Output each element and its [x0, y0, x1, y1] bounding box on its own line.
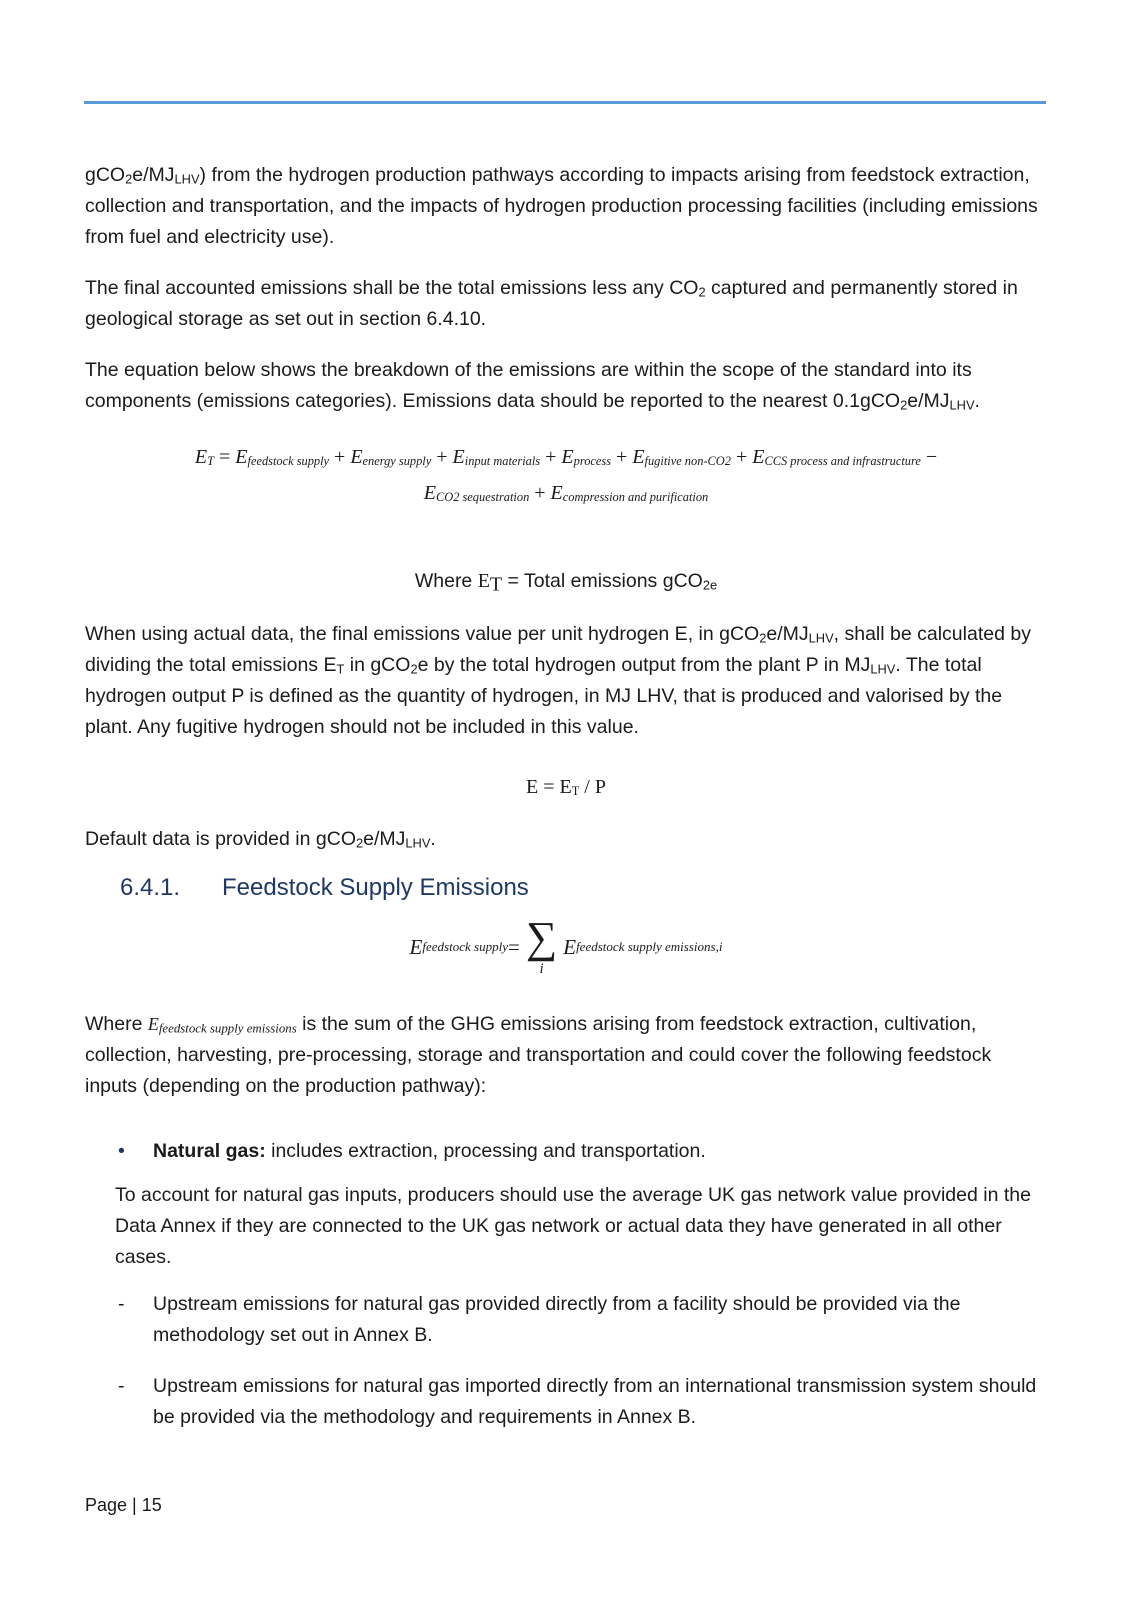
dash-item-text: Upstream emissions for natural gas provided directly from a facility should be provided via the methodology set out in Annex B. [153, 1293, 961, 1346]
paragraph-equation-breakdown: The equation below shows the breakdown of the emissions are within the scope of the standard into its components (emissions categories). Emissions data should be reported to the nearest $0.1gCO_2e/MJ_{LHV}$. [85, 359, 980, 413]
paragraph-where-feedstock-supply: Where $E_{feedstock supply emissions}$ is the sum of the GHG emissions arising from feedstock extraction, cultivation, collection, harvesting, pre-processing, storage and transportation and could cover the following feedstock inputs (depending on the production pathway): [85, 1013, 992, 1097]
where-total-emissions-line: Where $E_T$ = Total emissions gCO$_{2e}$ [414, 570, 718, 596]
bullet-item-text: Natural gas: includes extraction, processing and transportation. [153, 1140, 706, 1162]
equation-total-emissions [85, 439, 1047, 511]
section-number: 6.4.1. [120, 874, 181, 901]
dash-item-text: Upstream emissions for natural gas imported directly from an international transmission system should be provided via the methodology and requirements in Annex B. [153, 1375, 1037, 1428]
paragraph-intro-pathways: $gCO_2e/MJ_{LHV}$) from the hydrogen production pathways according to impacts arising from feedstock extraction, collection and transportation, and the impacts of hydrogen production processing facilities (including emissions from fuel and electricity use). [85, 164, 1038, 248]
paragraph-default-data: Default data is provided in $gCO_2e/MJ_{LHV}$. [85, 828, 436, 851]
section-title: Feedstock Supply Emissions [222, 874, 529, 901]
paragraph-account-natural-gas: To account for natural gas inputs, producers should use the average UK gas network value provided in the Data Annex if they are connected to the UK gas network or actual data they have generated in all other cases. [115, 1184, 1031, 1268]
equation-feedstock-supply-sum: E feedstock supply = ∑ i E feedstock supply emissions,i [409, 913, 723, 977]
page-content [85, 160, 1047, 1433]
equation-total-emissions-line1: $E_T = E_{feedstock supply} + E_{energy supply} + E_{input materials} + E_{process} + E_{fugitive non-CO2} + E_{CCS process and infrastructure}$ − [194, 446, 938, 469]
equation-e-et-over-p: $E = E_T / P$ [526, 776, 606, 799]
equation-total-emissions-line2: $E_{CO2 sequestration} + E_{compression and purification}$ [423, 482, 709, 505]
paragraph-actual-data: When using actual data, the final emissions value per unit hydrogen E, in $gCO_2e/MJ_{LHV}$, shall be calculated by dividing the total emissions $E_T$ in gCO$_2$e by the total hydrogen output from the plant P in $MJ_{LHV}$. The total hydrogen output P is defined as the quantity of hydrogen, in MJ LHV, that is produced and valorised by the plant. Any fugitive hydrogen should not be included in this value. [85, 623, 1031, 738]
section-heading-641 [120, 871, 1047, 905]
bullet-item-natural-gas [118, 1136, 1047, 1167]
dash-item-upstream-facility [118, 1289, 1047, 1351]
bullet-icon: • [118, 1140, 125, 1162]
page-footer: Page | 15 [85, 1495, 162, 1515]
dash-icon: - [118, 1293, 125, 1315]
dash-icon: - [118, 1375, 125, 1397]
header-rule [84, 101, 1046, 104]
paragraph-final-accounted-emissions: The final accounted emissions shall be the total emissions less any $CO_2$ captured and permanently stored in geological storage as set out in section 6.4.10. [85, 277, 1018, 330]
dash-item-upstream-international [118, 1371, 1047, 1433]
